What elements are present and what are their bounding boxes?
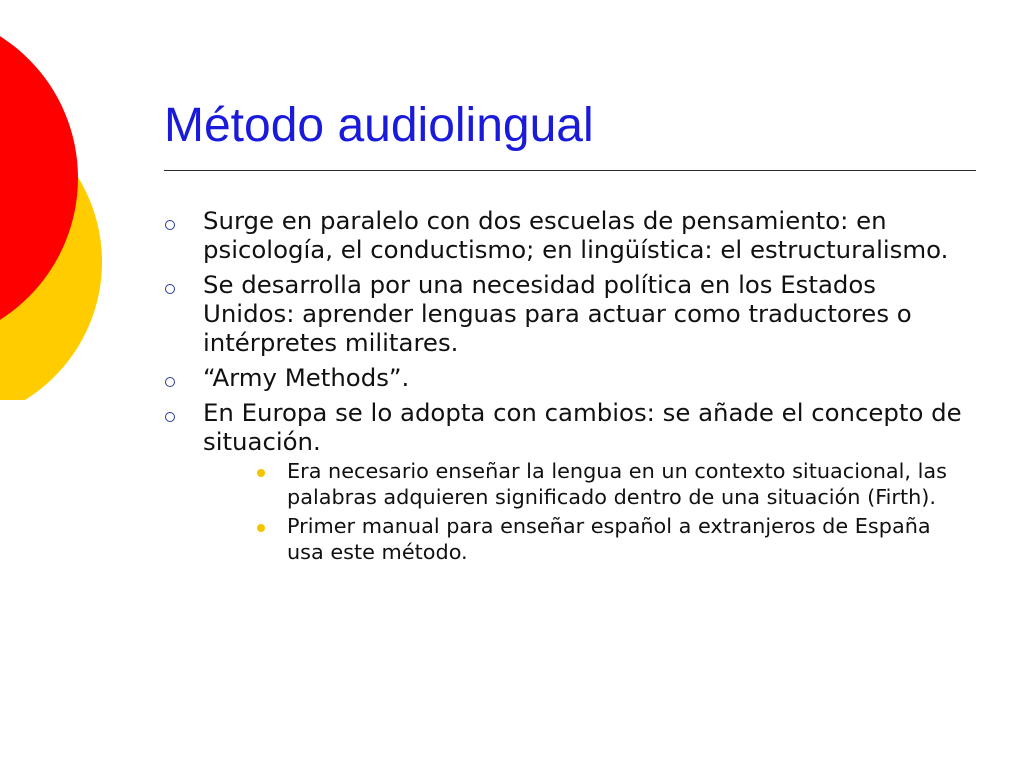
bullet-item	[164, 398, 964, 565]
dot-bullet-icon	[257, 469, 265, 477]
bullet-text: Se desarrolla por una necesidad política en los Estados Unidos: aprender lenguas para actuar como traductores o intérpretes militares.	[203, 270, 912, 357]
bullet-text: En Europa se lo adopta con cambios: se añade el concepto de situación.	[203, 398, 962, 456]
bullet-list	[164, 206, 964, 571]
sub-bullet-item	[203, 459, 964, 510]
bullet-text: “Army Methods”.	[203, 363, 410, 392]
hollow-circle-bullet-icon	[165, 412, 175, 422]
bullet-text: Surge en paralelo con dos escuelas de pensamiento: en psicología, el conductismo; en lingüística: el estructuralismo.	[203, 206, 949, 264]
sub-bullet-text: Era necesario enseñar la lengua en un contexto situacional, las palabras adquieren significado dentro de una situación (Firth).	[287, 459, 947, 509]
bullet-item	[164, 363, 964, 392]
title-divider	[164, 170, 976, 171]
bullet-item	[164, 206, 964, 264]
sub-bullet-list	[203, 459, 964, 565]
bullet-item	[164, 270, 964, 357]
hollow-circle-bullet-icon	[165, 220, 175, 230]
decorative-circles	[0, 0, 110, 400]
hollow-circle-bullet-icon	[165, 377, 175, 387]
sub-bullet-text: Primer manual para enseñar español a extranjeros de España usa este método.	[287, 514, 931, 564]
hollow-circle-bullet-icon	[165, 284, 175, 294]
dot-bullet-icon	[257, 524, 265, 532]
sub-bullet-item	[203, 514, 964, 565]
slide-title: Método audiolingual	[164, 99, 594, 152]
